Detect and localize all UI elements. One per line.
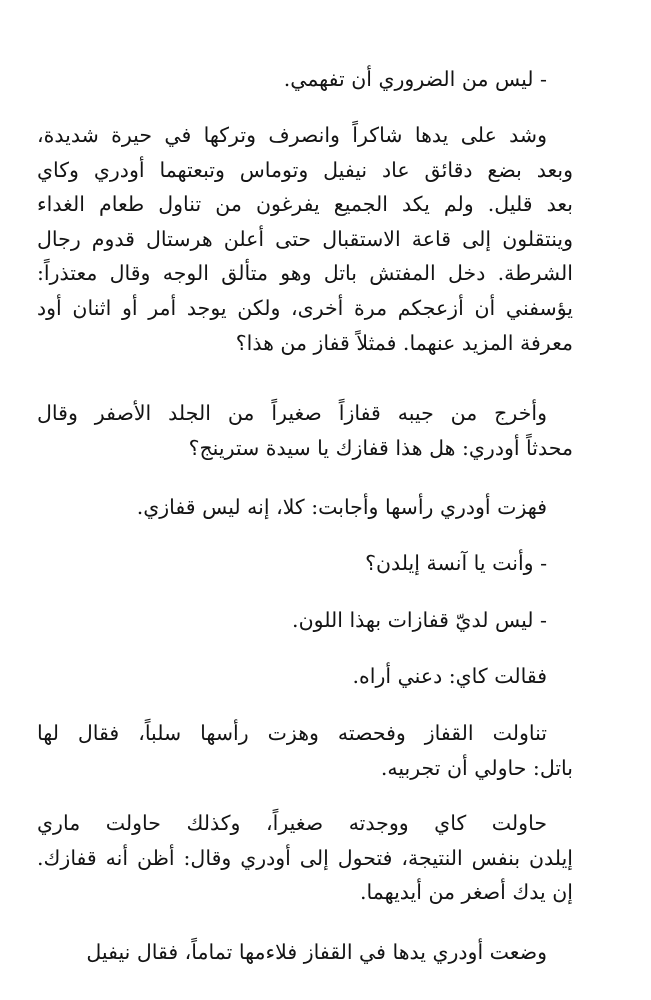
text-line: باتل: حاولي أن تجربيه. (380, 755, 573, 780)
text-line: تناولت القفاز وفحصته وهزت رأسها سلباً، فقال لها (37, 721, 547, 745)
text-line: - ليس من الضروري أن تفهمي. (283, 67, 547, 91)
text-line: معرفة المزيد عنهما. فمثلاً قفاز من هذا؟ (235, 330, 573, 355)
text-line: إن يدك أصغر من أيديهما. (360, 880, 573, 905)
text-line: وينتقلون إلى قاعة الاستقبال حتى أعلن هرستال قدوم رجال (37, 226, 573, 251)
paragraph-2 (37, 118, 573, 360)
paragraph-9 (37, 806, 573, 910)
text-line: إيلدن بنفس النتيجة، فتحول إلى أودري وقال: أظن أنه قفازك. (37, 845, 573, 870)
text-line: وبعد بضع دقائق عاد نيفيل وتوماس وتبعتهما أودري وكاي (37, 157, 573, 182)
text-line: - ليس لديّ قفازات بهذا اللون. (292, 608, 547, 632)
text-line: وأخرج من جيبه قفازاً صغيراً من الجلد الأصفر وقال (37, 401, 547, 425)
text-line: فهزت أودري رأسها وأجابت: كلا، إنه ليس قفازي. (136, 495, 547, 519)
text-line: الشرطة. دخل المفتش باتل وهو متألق الوجه وقال معتذراً: (37, 261, 573, 286)
paragraph-5 (37, 546, 573, 581)
text-line: - وأنت يا آنسة إيلدن؟ (365, 551, 547, 575)
paragraph-7 (37, 659, 573, 694)
paragraph-6 (37, 603, 573, 638)
text-line: وضعت أودري يدها في القفاز فلاءمها تماماً، فقال نيفيل (86, 940, 547, 964)
paragraph-8 (37, 716, 573, 785)
paragraph-3 (37, 396, 573, 465)
text-line: يؤسفني أن أزعجكم مرة أخرى، ولكن يوجد أمر أو اثنان أود (37, 295, 573, 320)
paragraph-10 (37, 935, 573, 970)
text-line: حاولت كاي ووجدته صغيراً، وكذلك حاولت ماري (37, 811, 547, 835)
paragraph-1 (37, 62, 573, 97)
paragraph-4 (37, 490, 573, 525)
text-line: محدثاً أودري: هل هذا قفازك يا سيدة سترينج؟ (188, 435, 573, 460)
text-line: فقالت كاي: دعني أراه. (352, 664, 547, 688)
text-line: وشد على يدها شاكراً وانصرف وتركها في حيرة شديدة، (37, 123, 547, 147)
text-line: بعد قليل. ولم يكد الجميع يفرغون من تناول طعام الغداء (37, 192, 573, 217)
